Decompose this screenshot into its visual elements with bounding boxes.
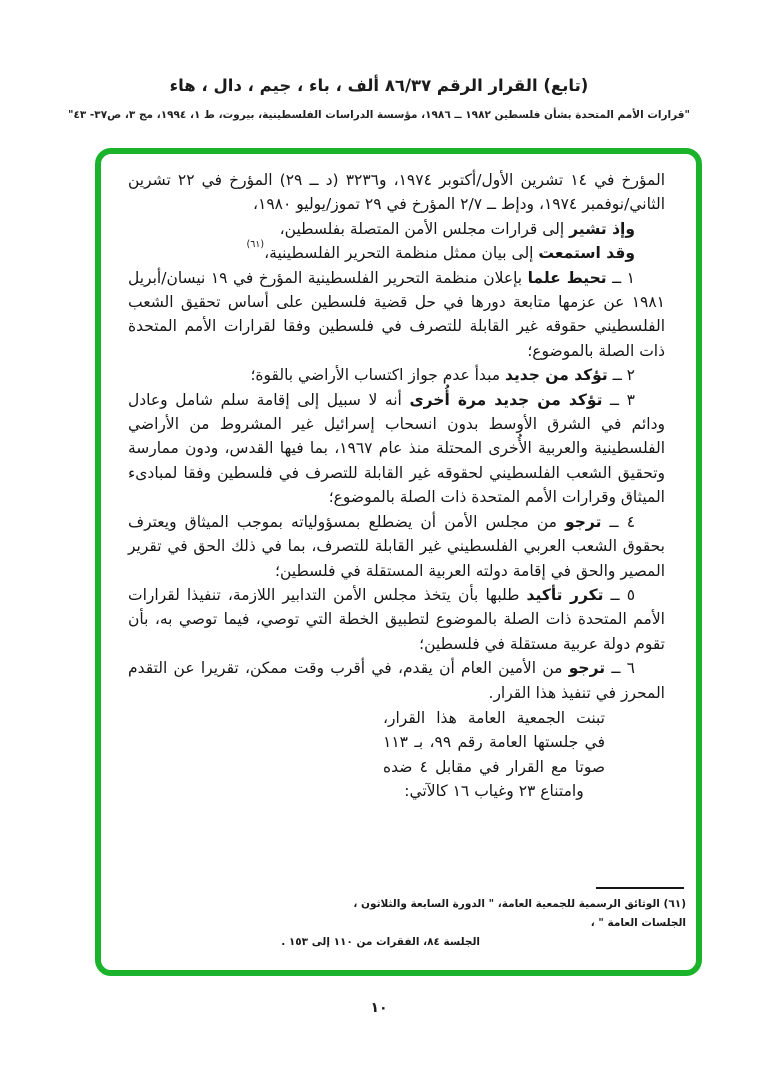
page-number: ١٠ [370,1000,388,1016]
paragraph-lead-emphasis: وإذ تشير [569,219,635,238]
resolution-paragraph: ١ ــ تحيط علما بإعلان منظمة التحرير الفلسطينية المؤرخ في ١٩ نيسان/أبريل ١٩٨١ عن عزمها متابعة دورها في حل قضية فلسطين على أساس تحقيق الشعب الفلسطيني حقوقه غير القابلة للتصرف في فلسطين وفقا لقرارات الأمم المتحدة ذات الصلة بالموضوع؛ [128,268,665,360]
paragraph-lead-emphasis: ترجو [568,659,606,678]
resolution-paragraph: المؤرخ في ١٤ تشرين الأول/أكتوبر ١٩٧٤، و٣٢٣٦ (د ــ ٢٩) المؤرخ في ٢٢ تشرين الثاني/نوفمبر ١٩٧٤، ودإط ــ ٢/٧ المؤرخ في ٢٩ تموز/يوليو ١٩٨٠، [128,171,666,214]
resolution-paragraph: ٥ ــ تكرر تأكيد طلبها بأن يتخذ مجلس الأمن التدابير اللازمة، تنفيذا لقرارات الأمم المتحدة ذات الصلة بالموضوع لتطبيق الخطة التي توصي، فيما توصي به، بأن تقوم دولة عربية مستقلة في فلسطين؛ [128,585,665,653]
footnote-block [281,887,686,952]
paragraph-number: ٢ ــ [607,366,635,385]
adoption-note: تبنت الجمعية العامة هذا القرار، في جلستها العامة رقم ٩٩، بـ ١١٣ صوتا مع القرار في مقابل ٤ ضده وامتناع ٢٣ وغياب ١٦ كالآتي: [383,708,605,801]
green-frame [95,148,702,976]
resolution-paragraph: وإذ تشير إلى قرارات مجلس الأمن المتصلة بفلسطين، [279,219,635,238]
paragraph-number: ٣ ــ [602,390,635,409]
footnote-text-continued: الجلسة ٨٤، الفقرات من ١١٠ إلى ١٥٣ . [281,936,480,948]
resolution-paragraph: ٣ ــ تؤكد من جديد مرة أُخرى أنه لا سبيل إلى إقامة سلم شامل وعادل ودائم في الشرق الأوسط بدون انسحاب إسرائيل غير المشروط من الأراضي الفلسطينية والعربية الأُخرى المحتلة منذ عام ١٩٦٧، بما فيها القدس، ودون ممارسة وتحقيق الشعب الفلسطيني لحقوقه غير القابلة للتصرف في فلسطين وفقا لمبادىء الميثاق وقرارات الأمم المتحدة ذات الصلة بالموضوع؛ [128,390,665,507]
paragraph-number: ٦ ــ [605,659,635,678]
paragraph-lead-emphasis: تؤكد من جديد مرة أُخرى [409,390,603,409]
page-title: (تابع) القرار الرقم ٨٦/٣٧ ألف ، باء ، جيم ، دال ، هاء [169,76,589,95]
paragraph-lead-emphasis: وقد استمعت [538,244,635,263]
paragraph-number: ٤ ــ [601,512,636,531]
footnote-text: (٦١) الوثائق الرسمية للجمعية العامة، " الدورة السابعة والثلاثون ، الجلسات العامة " ، [353,898,686,929]
resolution-paragraph: وقد استمعت إلى بيان ممثل منظمة التحرير الفلسطينية،$^{(٦١)}$ [246,239,635,263]
paragraph-lead-emphasis: تؤكد من جديد [504,366,608,385]
footnote-separator [596,887,684,889]
paragraph-number: ٥ ــ [603,585,636,604]
paragraph-lead-emphasis: تحيط علما [527,268,607,287]
footnote-reference: (٦١) [246,239,265,251]
source-citation: "قرارات الأمم المتحدة بشأن فلسطين ١٩٨٢ ــ ١٩٨٦، مؤسسة الدراسات الفلسطينية، بيروت، ط ١، ١٩٩٤، مج ٣، ص٣٧- ٤٣" [67,109,691,121]
resolution-text-block [128,168,665,804]
paragraph-lead-emphasis: تكرر تأكيد [526,585,604,604]
resolution-paragraph: ٤ ــ ترجو من مجلس الأمن أن يضطلع بمسؤولياته بموجب الميثاق ويعترف بحقوق الشعب العربي الفلسطيني غير القابلة للتصرف، بما في ذلك الحق في تقرير المصير والحق في إقامة دولته العربية المستقلة في فلسطين؛ [128,512,665,580]
paragraph-number: ١ ــ [606,268,635,287]
resolution-paragraph: ٢ ــ تؤكد من جديد مبدأ عدم جواز اكتساب الأراضي بالقوة؛ [250,366,635,385]
paragraph-lead-emphasis: ترجو [565,512,602,531]
resolution-paragraph: ٦ ــ ترجو من الأمين العام أن يقدم، في أقرب وقت ممكن، تقريرا عن التقدم المحرز في تنفيذ هذا القرار. [128,659,665,702]
